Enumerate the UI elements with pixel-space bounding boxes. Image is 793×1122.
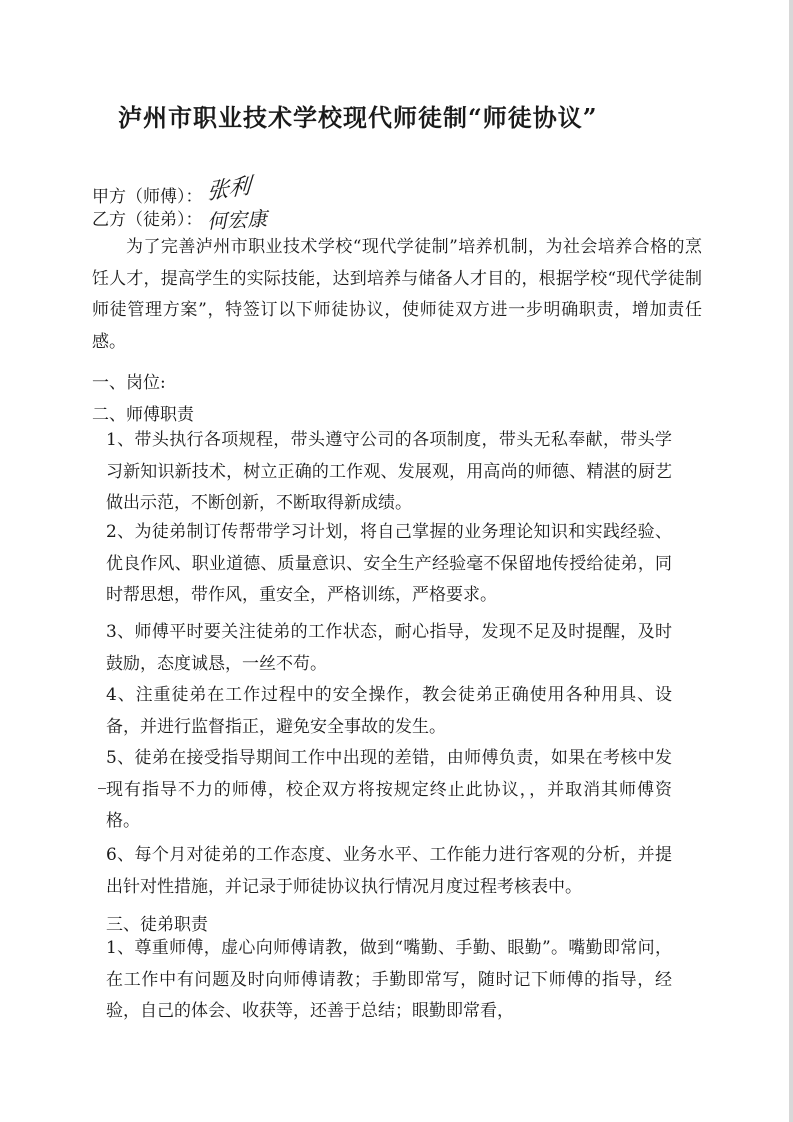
party-a-line [92,172,251,207]
margin-mark [98,788,106,789]
document-title: 泸州市职业技术学校现代师徒制“师徒协议” [118,103,598,132]
party-b-line [92,204,267,233]
party-b-label: 乙方（徒弟）： [92,210,203,230]
party-a-label: 甲方（师傅）： [92,187,203,207]
section-heading-master-duties: 二、师傅职责 [92,405,194,425]
party-b-signature: 何宏康 [205,206,268,234]
party-a-signature: 张利 [205,173,252,206]
scan-edge [789,0,793,1122]
intro-paragraph: 为了完善泸州市职业技术学校“现代学徒制”培养机制，为社会培养合格的烹饪人才，提高学生的实际技能，达到培养与储备人才目的，根据学校“现代学徒制师徒管理方案”，特签订以下师徒协议，使师徒双方进一步明确职责，增加责任感。 [92,237,702,352]
section-heading-position: 一、岗位: [92,373,166,393]
section-heading-apprentice-duties: 三、徒弟职责 [106,915,208,935]
apprentice-duty-item-1: 1、尊重师傅，虚心向师傅请教，做到“嘴勤、手勤、眼勤”。嘴勤即常问，在工作中有问题及时向师傅请教；手勤即常写，随时记下师傅的指导，经验，自己的体会、收获等，还善于总结；眼勤即常看， [106,938,672,1021]
master-duty-item-4: 4、注重徒弟在工作过程中的安全操作，教会徒弟正确使用各种用具、设备，并进行监督指正，避免安全事故的发生。 [106,685,672,737]
master-duty-item-6: 6、每个月对徒弟的工作态度、业务水平、工作能力进行客观的分析，并提出针对性措施，并记录于师徒协议执行情况月度过程考核表中。 [106,845,672,897]
master-duty-item-2: 2、为徒弟制订传帮带学习计划，将自己掌握的业务理论知识和实践经验、优良作风、职业道德、质量意识、安全生产经验毫不保留地传授给徒弟，同时帮思想，带作风，重安全，严格训练，严格要求。 [106,522,672,605]
master-duty-item-3: 3、师傅平时要关注徒弟的工作状态，耐心指导，发现不足及时提醒，及时鼓励，态度诚恳，一丝不苟。 [106,622,672,674]
master-duty-item-1: 1、带头执行各项规程，带头遵守公司的各项制度，带头无私奉献，带头学习新知识新技术，树立正确的工作观、发展观，用高尚的师德、精湛的厨艺做出示范，不断创新，不断取得新成绩。 [106,430,672,513]
master-duty-item-5: 5、徒弟在接受指导期间工作中出现的差错，由师傅负责，如果在考核中发现有指导不力的师傅，校企双方将按规定终止此协议，，并取消其师傅资格。 [106,748,672,831]
